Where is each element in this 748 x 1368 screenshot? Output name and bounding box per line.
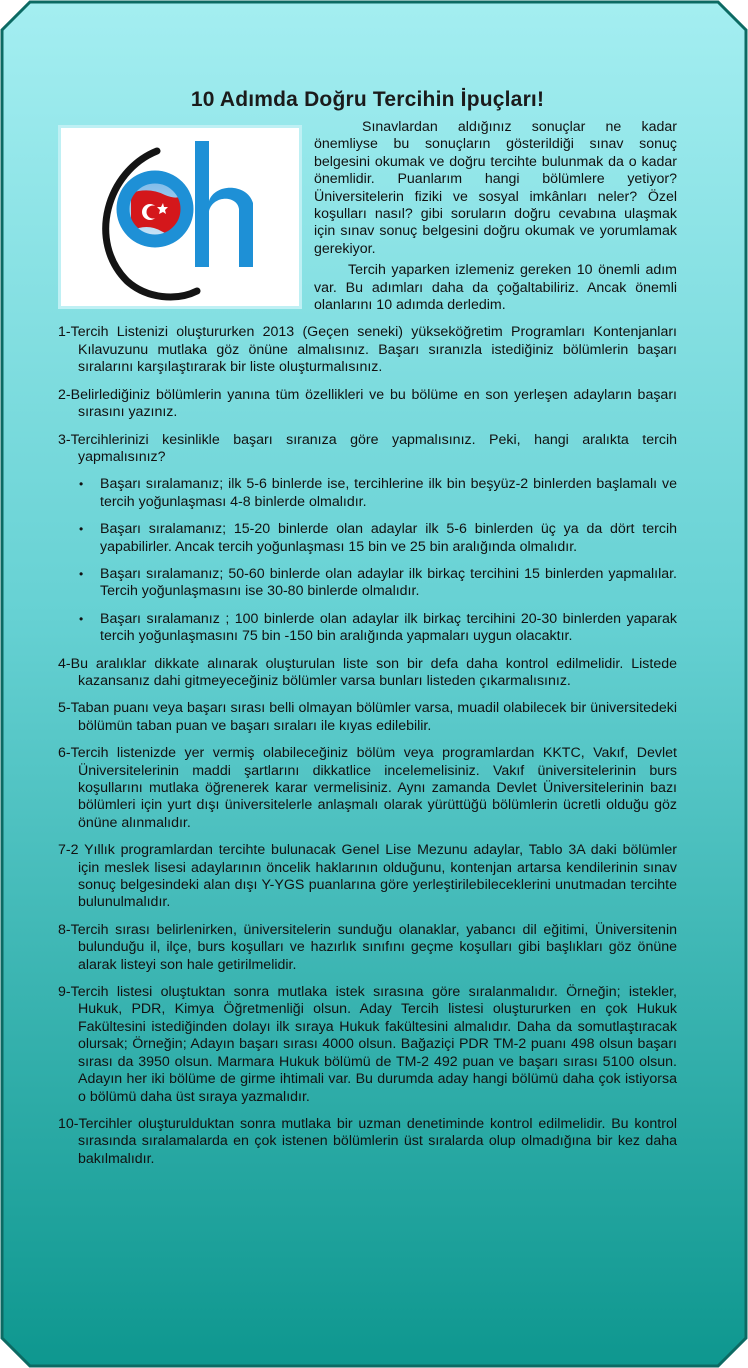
step-10: 10-Tercihler oluşturulduktan sonra mutlaka bir uzman denetiminde kontrol edilmelidir. Bu kontrol sırasında sıralamalarda en çok istenen bölümlerin üst sıralarda olup olmadığına bir kez daha bakılmalıdır.: [58, 1115, 677, 1167]
logo-image: [58, 125, 302, 309]
article: [58, 88, 677, 1178]
step-5: 5-Taban puanı veya başarı sırası belli olmayan bölümler varsa, muadil olabilecek bir üniversitedeki bölümün taban puan ve başarı sıraları ile kıyas edilebilir.: [58, 700, 677, 734]
oh-logo-icon: [87, 131, 271, 307]
rank-range-list: [58, 476, 677, 645]
bullet-icon: •: [79, 611, 84, 626]
intro-paragraph-2: Tercih yaparken izlemeniz gereken 10 önemli adım var. Bu adımları daha da çoğaltabiliriz. Ancak önemli olanlarını 10 adımda derledim.: [314, 262, 677, 314]
list-item: • Başarı sıralamanız; 50-60 binlerde olan adaylar ilk birkaç tercihini 15 binlerden yapmalılar. Tercih yoğunlaşmasını ise 30-80 binlerde olmalıdır.: [79, 565, 677, 600]
step-8: 8-Tercih sırası belirlenirken, üniversitelerin sunduğu olanaklar, yabancı dil eğitimi, Üniversitenin bulunduğu il, ilçe, burs koşulları ve hazırlık sınıfını geçme koşulları gibi başlıkları göz önüne alarak listeyi son hale getirilmelidir.: [58, 921, 677, 973]
bullet-icon: •: [79, 566, 84, 581]
step-3: 3-Tercihlerinizi kesinlikle başarı sıranıza göre yapmalısınız. Peki, hangi aralıkta tercih yapmalısınız?: [58, 431, 677, 465]
step-7: 7-2 Yıllık programlardan tercihte bulunacak Genel Lise Mezunu adaylar, Tablo 3A daki bölümler için meslek lisesi adaylarının öncelik haklarının olduğunu, kontenjan artarsa kendilerinin sınav sonuç belgesindeki alan dışı Y-YGS puanlarına göre yerleştirilebileceklerini unutmadan tercihte bulunulmalıdır.: [58, 842, 677, 911]
step-4: 4-Bu aralıklar dikkate alınarak oluşturulan liste son bir defa daha kontrol edilmelidir. Listede kazansanız dahi gitmeyeceğiniz bölümler varsa bunları listeden çıkarmalısınız.: [58, 655, 677, 689]
intro-paragraph: Sınavlardan aldığınız sonuçlar ne kadar önemliyse bu sonuçların gösterildiği sınav sonuç belgesini okumak ve doğru tercihte bulunmak da o kadar önemlidir. Puanlarım hangi bölümlere yetiyor? Üniversitelerin fiziki ve sosyal imkânları neler? Özel koşulları nasıl? gibi soruların doğru cevabına ulaşmak için sınav sonuç belgesini doğru okumak ve yorumlamak gerekiyor.: [314, 119, 677, 257]
step-2: 2-Belirlediğiniz bölümlerin yanına tüm özellikleri ve bu bölüme en son yerleşen adayların başarı sırasını yazınız.: [58, 386, 677, 421]
page-title: 10 Adımda Doğru Tercihin İpuçları!: [190, 88, 545, 111]
step-6: 6-Tercih listenizde yer vermiş olabileceğiniz bölüm veya programlardan KKTC, Vakıf, Devlet Üniversitelerinin maddi şartlarını dikkatlice incelemelisiniz. Vakıf üniversitelerinin burs koşullarını mutlaka öğrenerek karar vermelisiniz. Aynı zamanda Devlet Üniversitelerinin bazı bölümleri için yurt dışı üniversitelerle anlaşmalı olarak yürüttüğü bölümlerin ücretli olduğu göz önüne alınmalıdır.: [58, 745, 677, 831]
list-item: • Başarı sıralamanız; ilk 5-6 binlerde ise, tercihlerine ilk bin beşyüz-2 binlerden başlamalı ve tercih yoğunlaşması 4-8 binlerde olmalıdır.: [79, 476, 677, 510]
step-1: 1-Tercih Listenizi oluştururken 2013 (Geçen seneki) yükseköğretim Programları Kontenjanları Kılavuzunu mutlaka göz önüne almalısınız. Başarı sıranızla istediğiniz bölümlerin başarı sıralarını karşılaştırarak bir liste oluşturmalısınız.: [58, 324, 677, 376]
list-item: • Başarı sıralamanız; 15-20 binlerde olan adaylar ilk 5-6 binlerden üç ya da dört tercih yapabilirler. Ancak tercih yoğunlaşması 15 bin ve 25 bin aralığında olmalıdır.: [79, 521, 677, 555]
step-9: 9-Tercih listesi oluştuktan sonra mutlaka istek sırasına göre sıralanmalıdır. Örneğin; istekler, Hukuk, PDR, Kimya Öğretmenliği olsun. Aday Tercih listesi oluştururken en çok Hukuk Fakültesini istediğinden dolayı ilk sıraya Hukuk fakültesini almalıdır. Daha da somutlaştıracak olursak; Örneğin; Adayın başarı sırası 4000 olsun. Bağaziçi PDR TM-2 puanı 498 olsun başarı sırası da 3950 olsun. Marmara Hukuk bölümü de TM-2 492 puan ve başarı sırası 5100 olsun. Adayın her iki bölüme de girme ihtimali var. Bu durumda aday hangi bölümü daha çok istiyorsa o bölümü daha üst sıraya yazmalıdır.: [58, 984, 677, 1105]
list-item: • Başarı sıralamanız ; 100 binlerde olan adaylar ilk birkaç tercihini 20-30 binlerden yaparak tercih yoğunlaşmasını 75 bin -150 bin aralığında yapmaları uygun olacaktır.: [79, 610, 677, 645]
bullet-icon: •: [79, 477, 84, 492]
bullet-icon: •: [79, 522, 84, 537]
